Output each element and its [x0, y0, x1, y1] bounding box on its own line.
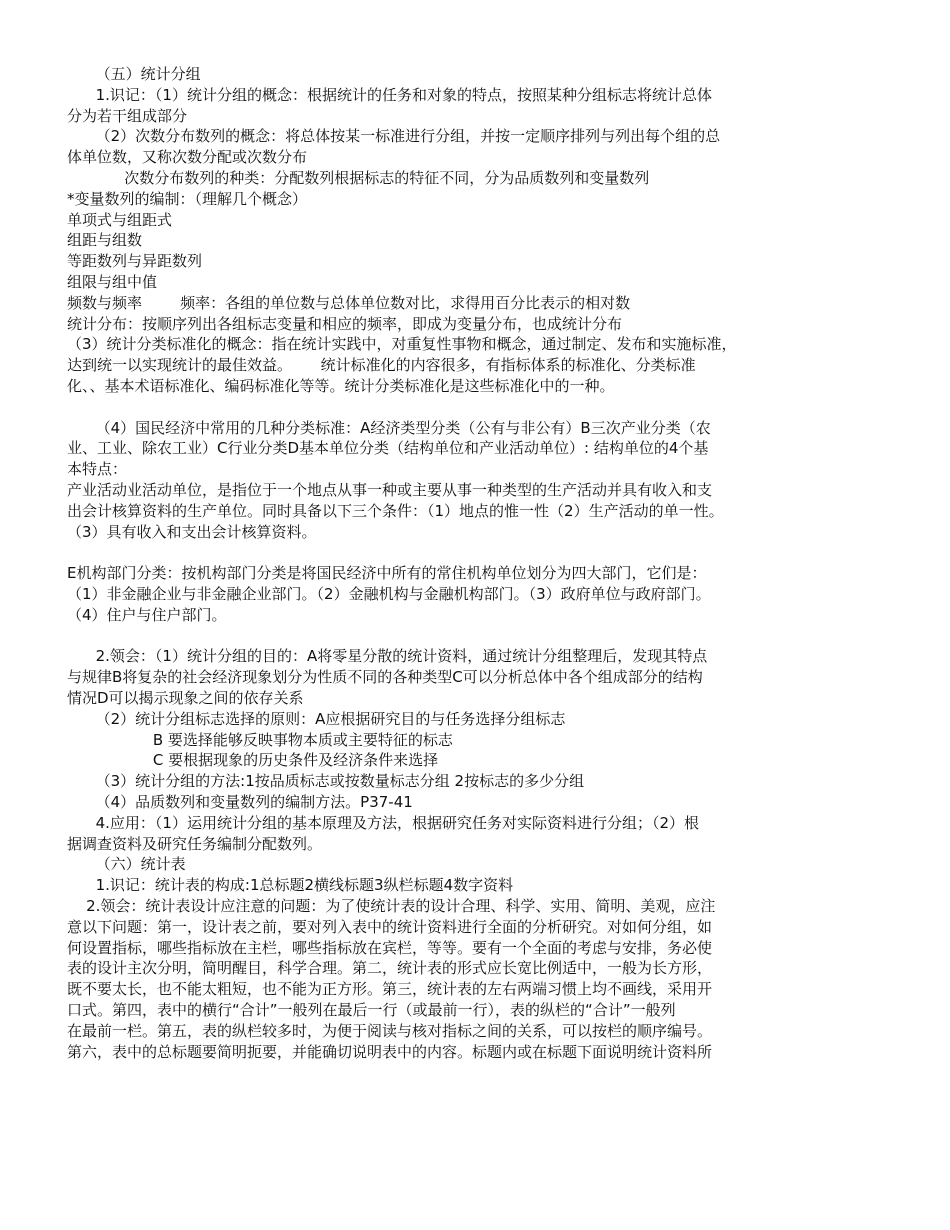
text-line: 统计分布：按顺序列出各组标志变量和相应的频率，即成为变量分布，也成统计分布 [67, 314, 623, 333]
text-line: 4.应用：（1）运用统计分组的基本原理及方法，根据研究任务对实际资料进行分组；（2）根 [67, 813, 700, 832]
text-line: （2）统计分组标志选择的原则：A应根据研究目的与任务选择分组标志 [67, 709, 566, 728]
text-line: 意以下问题：第一，设计表之前，要对列入表中的统计资料进行全面的分析研究。对如何分组，如 [67, 917, 713, 936]
text-line: E机构部门分类：按机构部门分类是将国民经济中所有的常住机构单位划分为四大部门，它们是： [67, 564, 707, 583]
text-line: （3）统计分组的方法:1按品质标志或按数量标志分组 2按标志的多少分组 [67, 772, 585, 791]
text-line: （4）住户与住户部门。 [67, 605, 227, 624]
text-line: 次数分布数列的种类：分配数列根据标志的特征不同，分为品质数列和变量数列 [67, 169, 650, 187]
text-line: 既不要太长，也不能太粗短，也不能为正方形。第三，统计表的左右两端习惯上均不画线，采用开 [67, 980, 713, 999]
text-line: B 要选择能够反映事物本质或主要特征的标志 [67, 730, 453, 749]
text-line: （3）具有收入和支出会计核算资料。 [67, 522, 317, 541]
text-line: 2.领会：（1）统计分组的目的：A将零星分散的统计资料，通过统计分组整理后，发现其特点 [67, 647, 708, 666]
text-line: 分为若干组成部分 [67, 106, 188, 125]
text-line: 情况D可以揭示现象之间的依存关系 [67, 689, 304, 707]
text-line: 与规律B将复杂的社会经济现象划分为性质不同的各种类型C可以分析总体中各个组成部分的结构 [67, 668, 703, 687]
text-line: （2）次数分布数列的概念：将总体按某一标准进行分组，并按一定顺序排列与列出每个组的总 [67, 127, 721, 146]
text-line: 等距数列与异距数列 [67, 252, 203, 271]
text-line: 表的设计主次分明，简明醒目，科学合理。第二，统计表的形式应长宽比例适中，一般为长方形， [67, 959, 713, 978]
text-line: 据调查资料及研究任务编制分配数列。 [67, 834, 323, 853]
text-line: 体单位数，又称次数分配或次数分布 [67, 148, 308, 167]
text-line: （3）统计分类标准化的概念：指在统计实践中，对重复性事物和概念，通过制定、发布和实施标准， [67, 335, 737, 354]
text-line: （4）品质数列和变量数列的编制方法。P37-41 [67, 793, 413, 811]
text-line: （五）统计分组 [67, 65, 201, 83]
text-line: 单项式与组距式 [67, 210, 173, 229]
text-line: 本特点： [67, 460, 128, 479]
text-line: *变量数列的编制：（理解几个概念） [67, 189, 308, 208]
text-line: 产业活动业活动单位，是指位于一个地点从事一种或主要从事一种类型的生产活动并具有收入和支 [67, 481, 713, 499]
text-line: 1.识记：（1）统计分组的概念：根据统计的任务和对象的特点，按照某种分组标志将统计总体 [67, 85, 712, 104]
text-line: 业、工业、除农工业）C行业分类D基本单位分类（结构单位和产业活动单位）: 结构单位的4个基 [67, 439, 709, 458]
text-line: 达到统一以实现统计的最佳效益。 统计标准化的内容很多，有指标体系的标准化、分类标准 [67, 356, 696, 375]
text-line: 第六，表中的总标题要简明扼要，并能确切说明表中的内容。标题内或在标题下面说明统计资料所 [67, 1042, 713, 1061]
text-line: （六）统计表 [67, 855, 186, 874]
text-line: 组距与组数 [67, 231, 143, 250]
text-line: 化、、基本术语标准化、编码标准化等等。统计分类标准化是这些标准化中的一种。 [67, 377, 615, 395]
text-line: 2.领会：统计表设计应注意的问题：为了使统计表的设计合理、科学、实用、简明、美观，应注 [67, 897, 716, 915]
text-line: 口式。第四，表中的横行“合计”一般列在最后一行（或最前一行），表的纵栏的“合计”一般列 [67, 1001, 676, 1019]
text-line: 出会计核算资料的生产单位。同时具备以下三个条件：（1）地点的惟一性（2）生产活动的单一性。 [67, 501, 724, 520]
text-line: （1）非金融企业与非金融企业部门。（2）金融机构与金融机构部门。（3）政府单位与政府部门。 [67, 585, 711, 603]
text-line: 1.识记：统计表的构成:1总标题2横线标题3纵栏标题4数字资料 [67, 876, 514, 895]
text-line: （4）国民经济中常用的几种分类标准：A经济类型分类（公有与非公有）B三次产业分类（农 [67, 418, 711, 437]
text-line: 频数与频率 频率：各组的单位数与总体单位数对比，求得用百分比表示的相对数 [67, 293, 631, 312]
text-line: 在最前一栏。第五，表的纵栏较多时，为便于阅读与核对指标之间的关系，可以按栏的顺序编号。 [67, 1021, 713, 1040]
text-line: 何设置指标，哪些指标放在主栏，哪些指标放在宾栏，等等。要有一个全面的考虑与安排，务必使 [67, 938, 713, 957]
text-line: C 要根据现象的历史条件及经济条件来选择 [67, 751, 439, 770]
text-line: 组限与组中值 [67, 273, 158, 291]
